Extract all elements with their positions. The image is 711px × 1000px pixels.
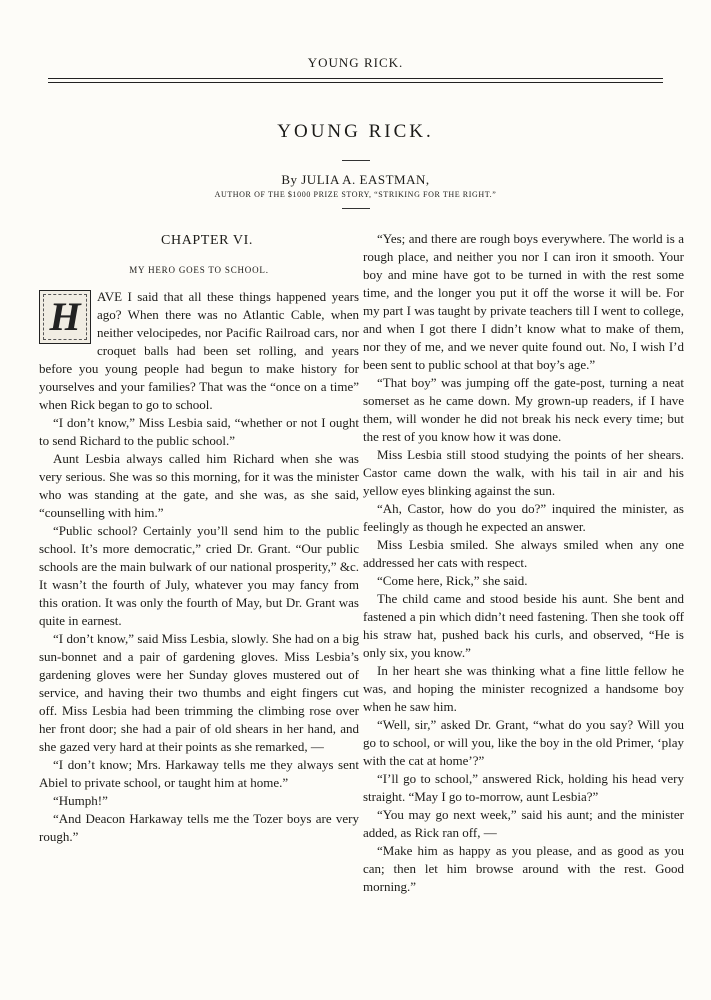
paragraph: “That boy” was jumping off the gate-post, turning a neat somerset as he came down. My grown-up readers, if I have them, will wonder he did not break his neck every time; but the rest of you know how it was done. bbox=[363, 375, 684, 444]
paragraph: “I’ll go to school,” answered Rick, holding his head very straight. “May I go to-morrow, aunt Lesbia?” bbox=[363, 771, 684, 804]
paragraph: “Make him as happy as you please, and as good as you can; then let him browse around with the rest. Good morning.” bbox=[363, 843, 684, 894]
paragraph: “Yes; and there are rough boys everywhere. The world is a rough place, and neither you nor I can iron it smooth. Your boy and mine have got to be turned in with the rest some time, and the longer you put it off the worse it will be. For my part I was taught by private teachers till I went to college, and when I got there I didn’t know what to make of them, nor they of me, and we never quite found out. No, I wish I’d been sent to public school at that boy’s age.” bbox=[363, 231, 684, 372]
header-rule-thick bbox=[48, 78, 663, 79]
paragraph: “Ah, Castor, how do you do?” inquired the minister, as feelingly as though he expected an answer. bbox=[363, 501, 684, 534]
paragraph: Aunt Lesbia always called him Richard when she was very serious. She was so this morning, for it was the minister who was standing at the gate, and she was, as she said, “counselling with him.” bbox=[39, 451, 359, 520]
paragraph: Miss Lesbia smiled. She always smiled when any one addressed her cats with respect. bbox=[363, 537, 684, 570]
paragraph: “I don’t know,” said Miss Lesbia, slowly. She had on a big sun-bonnet and a pair of gardening gloves. Miss Lesbia’s gardening gloves were her Sunday gloves mustered out of service, and having their two thumbs and eight fingers cut off. Miss Lesbia had been trimming the climbing rose over her front door; she had a pair of old shears in her hand, and she gazed very hard at their points as she remarked, — bbox=[39, 631, 359, 754]
paragraph: “Public school? Certainly you’ll send him to the public school. It’s more democratic,” cried Dr. Grant. “Our public schools are the main bulwark of our national prosperity,” &c. It wasn’t the fourth of July, whatever you may fancy from this oration. It was only the fourth of May, but Dr. Grant was quite in earnest. bbox=[39, 523, 359, 628]
article-title: YOUNG RICK. bbox=[277, 121, 434, 142]
opening-paragraph: AVE I said that all these things happened years ago? When there was no Atlantic Cable, when neither velocipedes, nor Pacific Railroad cars, nor croquet balls had been set rolling, and years before you young people had begun to make history for yourselves and your families? That was the “once on a time” when Rick began to go to school. bbox=[39, 289, 359, 412]
title-rule bbox=[342, 160, 370, 161]
paragraph: “I don’t know,” Miss Lesbia said, “whether or not I ought to send Richard to the public school.” bbox=[39, 415, 359, 448]
paragraph: The child came and stood beside his aunt. She bent and fastened a pin which didn’t need fastening. Then she took off his straw hat, pushed back his curls, and observed, “He is only six, you know.” bbox=[363, 591, 684, 660]
paragraph: “You may go next week,” said his aunt; and the minister added, as Rick ran off, — bbox=[363, 807, 684, 840]
paragraph: “Well, sir,” asked Dr. Grant, “what do you say? Will you go to school, or will you, like the boy in the old Primer, ‘play with the cat at home’?” bbox=[363, 717, 684, 768]
dropcap-letter: H bbox=[49, 294, 81, 339]
ornamental-dropcap bbox=[39, 290, 91, 344]
paragraph: In her heart she was thinking what a fine little fellow he was, and hoping the minister recognized a handsome boy when he saw him. bbox=[363, 663, 684, 714]
byline-rule bbox=[342, 208, 370, 209]
header-rule-thin bbox=[48, 82, 663, 83]
running-head: YOUNG RICK. bbox=[307, 55, 404, 70]
chapter-subtitle: MY HERO GOES TO SCHOOL. bbox=[129, 265, 269, 275]
paragraph: Miss Lesbia still stood studying the points of her shears. Castor came down the walk, with his tail in air and his yellow eyes blinking against the sun. bbox=[363, 447, 684, 498]
paragraph: “Humph!” bbox=[53, 793, 108, 808]
author-note: AUTHOR OF THE $1000 PRIZE STORY, “STRIKING FOR THE RIGHT.” bbox=[214, 190, 497, 199]
right-column bbox=[363, 230, 684, 896]
byline: By JULIA A. EASTMAN, bbox=[281, 172, 430, 187]
paragraph: “I don’t know; Mrs. Harkaway tells me they always sent Abiel to private school, or taught him at home.” bbox=[39, 757, 359, 790]
chapter-heading: CHAPTER VI. bbox=[161, 233, 253, 248]
paragraph: “And Deacon Harkaway tells me the Tozer boys are very rough.” bbox=[39, 811, 359, 844]
paragraph: “Come here, Rick,” she said. bbox=[377, 573, 528, 588]
left-column bbox=[39, 232, 359, 846]
